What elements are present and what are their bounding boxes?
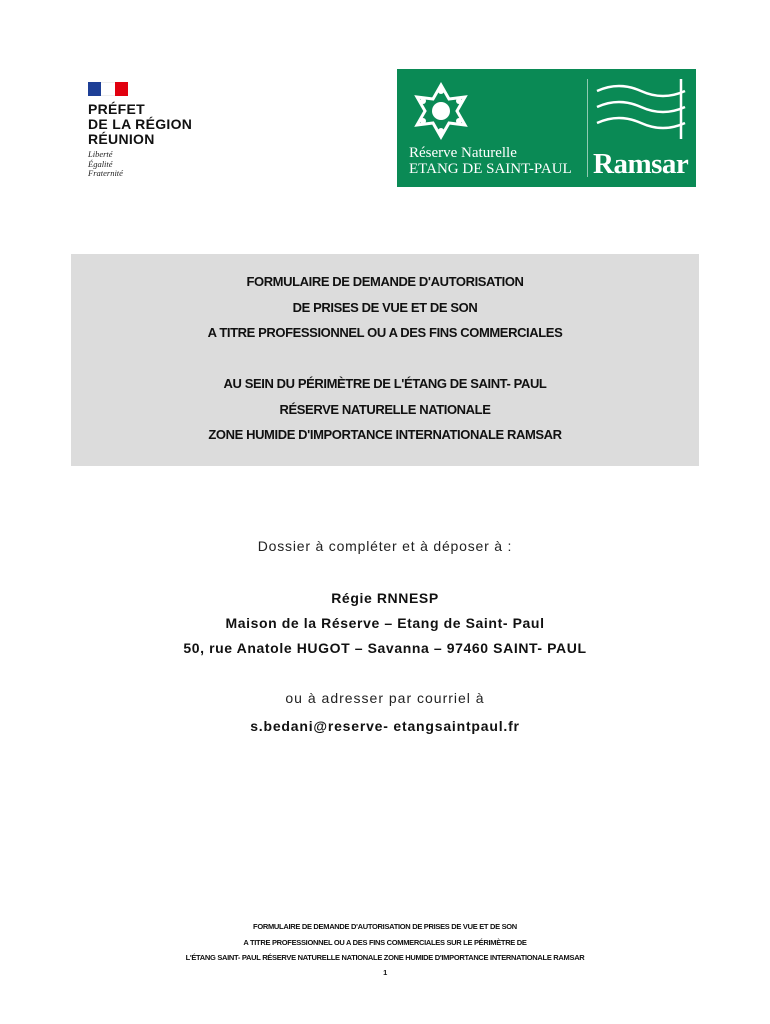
title-line-6: ZONE HUMIDE D'IMPORTANCE INTERNATIONALE RAMSAR [208,427,562,442]
reserve-name-line1: Réserve Naturelle [409,145,517,161]
address-line-3: 50, rue Anatole HUGOT – Savanna – 97460 SAINT- PAUL [183,640,587,656]
reserve-flower-icon [409,79,473,143]
footer-line-1: FORMULAIRE DE DEMANDE D'AUTORISATION DE PRISES DE VUE ET DE SON [253,922,517,931]
republic-motto: Liberté Égalité Fraternité [88,149,123,178]
footer-line-3: L'ÉTANG SAINT- PAUL RÉSERVE NATURELLE NATIONALE ZONE HUMIDE D'IMPORTANCE INTERNATIONALE RAMSAR [185,953,585,962]
title-line-5: RÉSERVE NATURELLE NATIONALE [279,402,491,417]
ramsar-waves-icon [595,77,687,147]
title-line-2: DE PRISES DE VUE ET DE SON [292,300,478,315]
ramsar-wordmark: Ramsar [593,148,689,180]
prefet-logo [88,82,228,179]
french-flag-icon [88,82,128,96]
address-line-2: Maison de la Réserve – Etang de Saint- Paul [225,615,545,631]
title-line-1: FORMULAIRE DE DEMANDE D'AUTORISATION [246,274,524,289]
footer-line-2: A TITRE PROFESSIONNEL OU A DES FINS COMMERCIALES SUR LE PÉRIMÈTRE DE [243,938,527,947]
address-line-1: Régie RNNESP [331,590,439,606]
title-line-3: A TITRE PROFESSIONNEL OU A DES FINS COMMERCIALES [207,325,563,340]
logo-divider [587,79,588,177]
form-title-box [71,254,699,466]
dossier-instruction: Dossier à compléter et à déposer à : [257,538,513,554]
reserve-name-line2: ETANG DE SAINT-PAUL [409,161,572,177]
title-line-4: AU SEIN DU PÉRIMÈTRE DE L'ÉTANG DE SAINT- PAUL [223,376,547,391]
reserve-naturelle-logo [397,69,696,187]
prefet-name: PRÉFET DE LA RÉGION RÉUNION [88,101,193,147]
email-instruction: ou à adresser par courriel à [285,690,485,706]
contact-email: s.bedani@reserve- etangsaintpaul.fr [250,718,520,734]
page-number: 1 [383,968,387,977]
